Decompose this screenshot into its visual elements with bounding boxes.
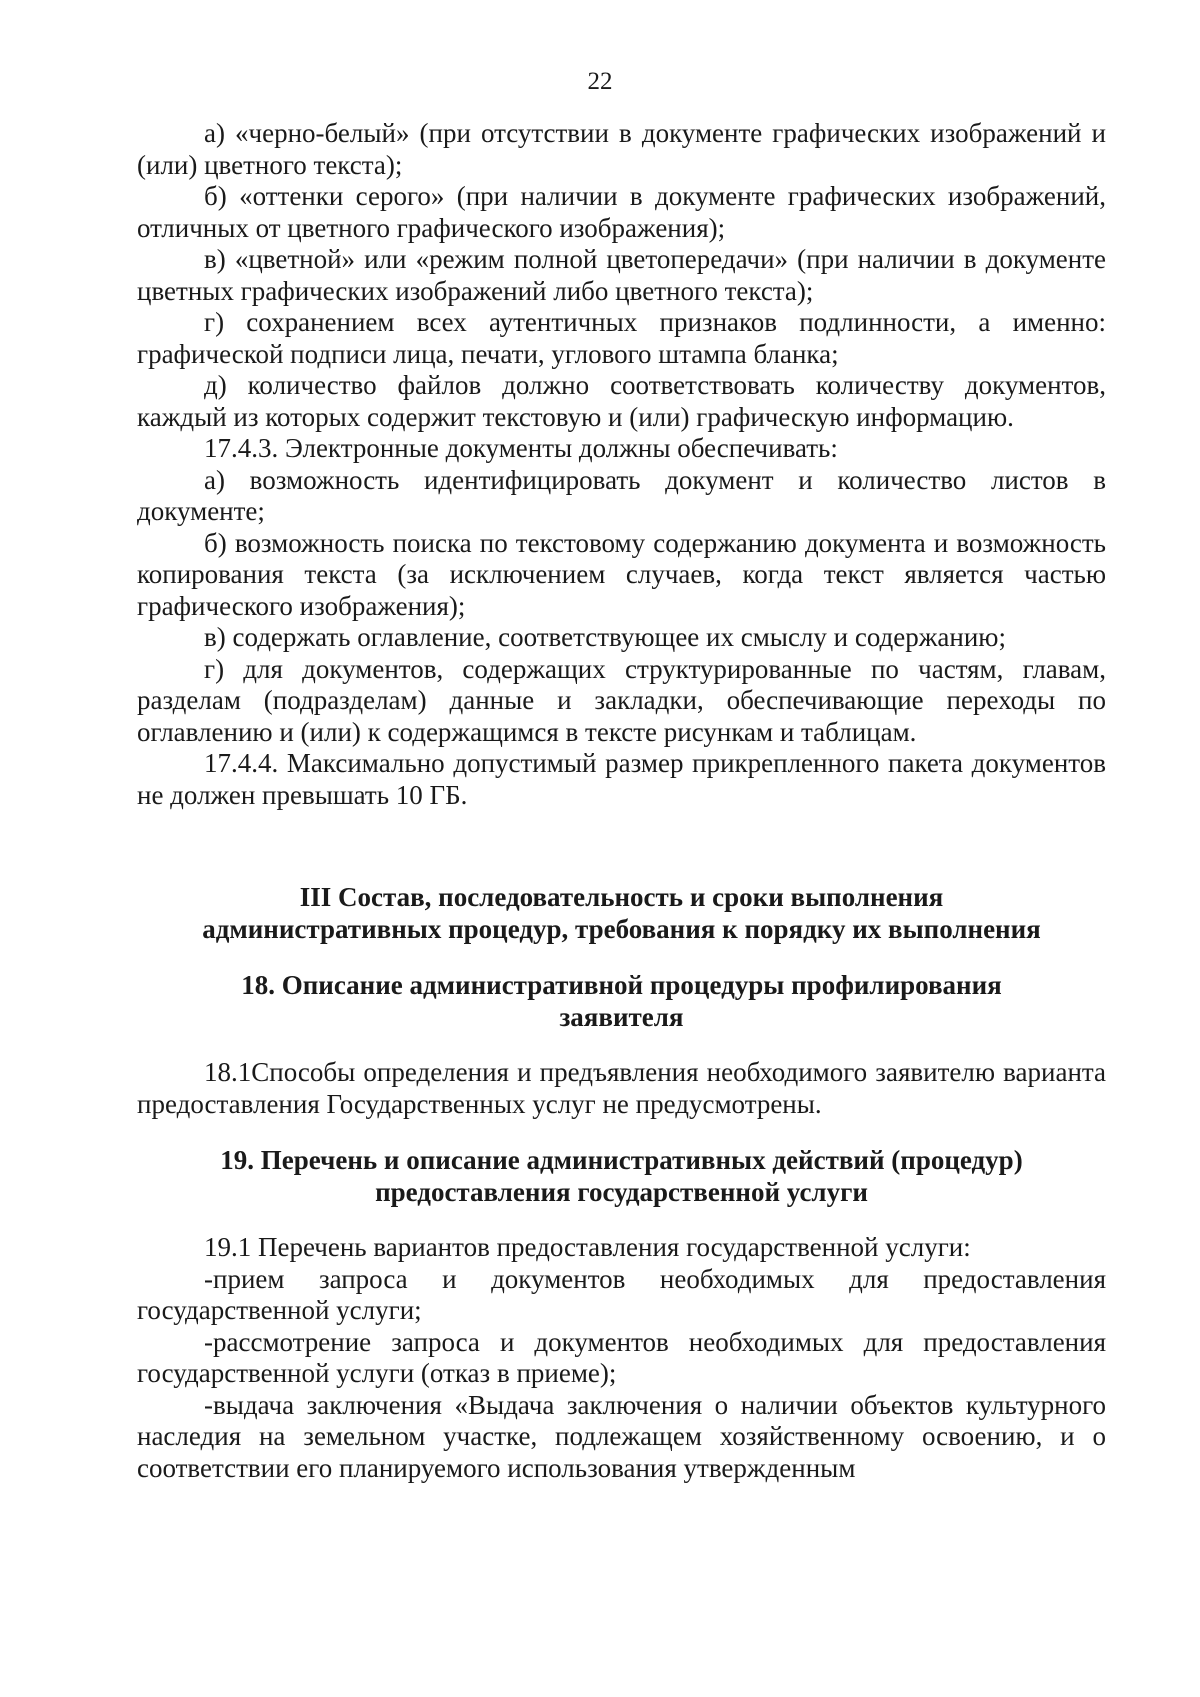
paragraph-item-a-identify: а) возможность идентифицировать документ и количество листов в документе; — [137, 464, 1106, 526]
paragraph-item-b-grayscale: б) «оттенки серого» (при наличии в документе графических изображений, отличных от цветного графического изображения); — [137, 181, 1106, 243]
section-18-heading-line1: 18. Описание административной процедуры профилирования — [241, 970, 1002, 1000]
paragraph-19-1: 19.1 Перечень вариантов предоставления государственной услуги: — [204, 1232, 971, 1262]
paragraph-17-4-3: 17.4.3. Электронные документы должны обеспечивать: — [204, 433, 838, 463]
section-iii-heading-line1: III Состав, последовательность и сроки выполнения — [299, 882, 944, 912]
paragraph-17-4-4: 17.4.4. Максимально допустимый размер прикрепленного пакета документов не должен превышать 10 ГБ. — [137, 748, 1106, 810]
paragraph-variant-issue: -выдача заключения «Выдача заключения о наличии объектов культурного наследия на земельном участке, подлежащем хозяйственному освоению, и о соответствии его планируемого использования утвержденным — [137, 1389, 1106, 1483]
paragraph-item-v-toc: в) содержать оглавление, соответствующее их смыслу и содержанию; — [204, 622, 1006, 652]
section-iii-heading-line2: административных процедур, требования к порядку их выполнения — [202, 914, 1041, 944]
section-19-heading-line1: 19. Перечень и описание административных действий (процедур) — [220, 1145, 1023, 1175]
spacer — [137, 1033, 1106, 1057]
paragraph-item-g-authenticity: г) сохранением всех аутентичных признаков подлинности, а именно: графической подписи лица, печати, углового штампа бланка; — [137, 307, 1106, 369]
paragraph-item-a-bw: а) «черно-белый» (при отсутствии в документе графических изображений и (или) цветного текста); — [137, 118, 1106, 180]
section-18-heading-line2: заявителя — [559, 1002, 684, 1032]
spacer — [137, 1120, 1106, 1144]
section-19-heading-line2: предоставления государственной услуги — [375, 1177, 868, 1207]
spacer — [137, 945, 1106, 969]
paragraph-variant-receive: -прием запроса и документов необходимых для предоставления государственной услуги; — [137, 1263, 1106, 1325]
page-content — [137, 118, 1106, 1484]
page-number: 22 — [587, 68, 613, 95]
paragraph-18-1: 18.1Способы определения и предъявления необходимого заявителю варианта предоставления Государственных услуг не предусмотрены. — [137, 1057, 1106, 1119]
spacer — [137, 1208, 1106, 1232]
paragraph-variant-review: -рассмотрение запроса и документов необходимых для предоставления государственной услуги (отказ в приеме); — [137, 1326, 1106, 1388]
paragraph-item-b-search: б) возможность поиска по текстовому содержанию документа и возможность копирования текста (за исключением случаев, когда текст является частью графического изображения); — [137, 527, 1106, 621]
spacer — [137, 811, 1106, 881]
paragraph-item-g-bookmarks: г) для документов, содержащих структурированные по частям, главам, разделам (подразделам) данные и закладки, обеспечивающие переходы по оглавлению и (или) к содержащимся в тексте рисункам и таблицам. — [137, 653, 1106, 747]
paragraph-item-d-file-count: д) количество файлов должно соответствовать количеству документов, каждый из которых содержит текстовую и (или) графическую информацию. — [137, 370, 1106, 432]
paragraph-item-v-color: в) «цветной» или «режим полной цветопередачи» (при наличии в документе цветных графических изображений либо цветного текста); — [137, 244, 1106, 306]
